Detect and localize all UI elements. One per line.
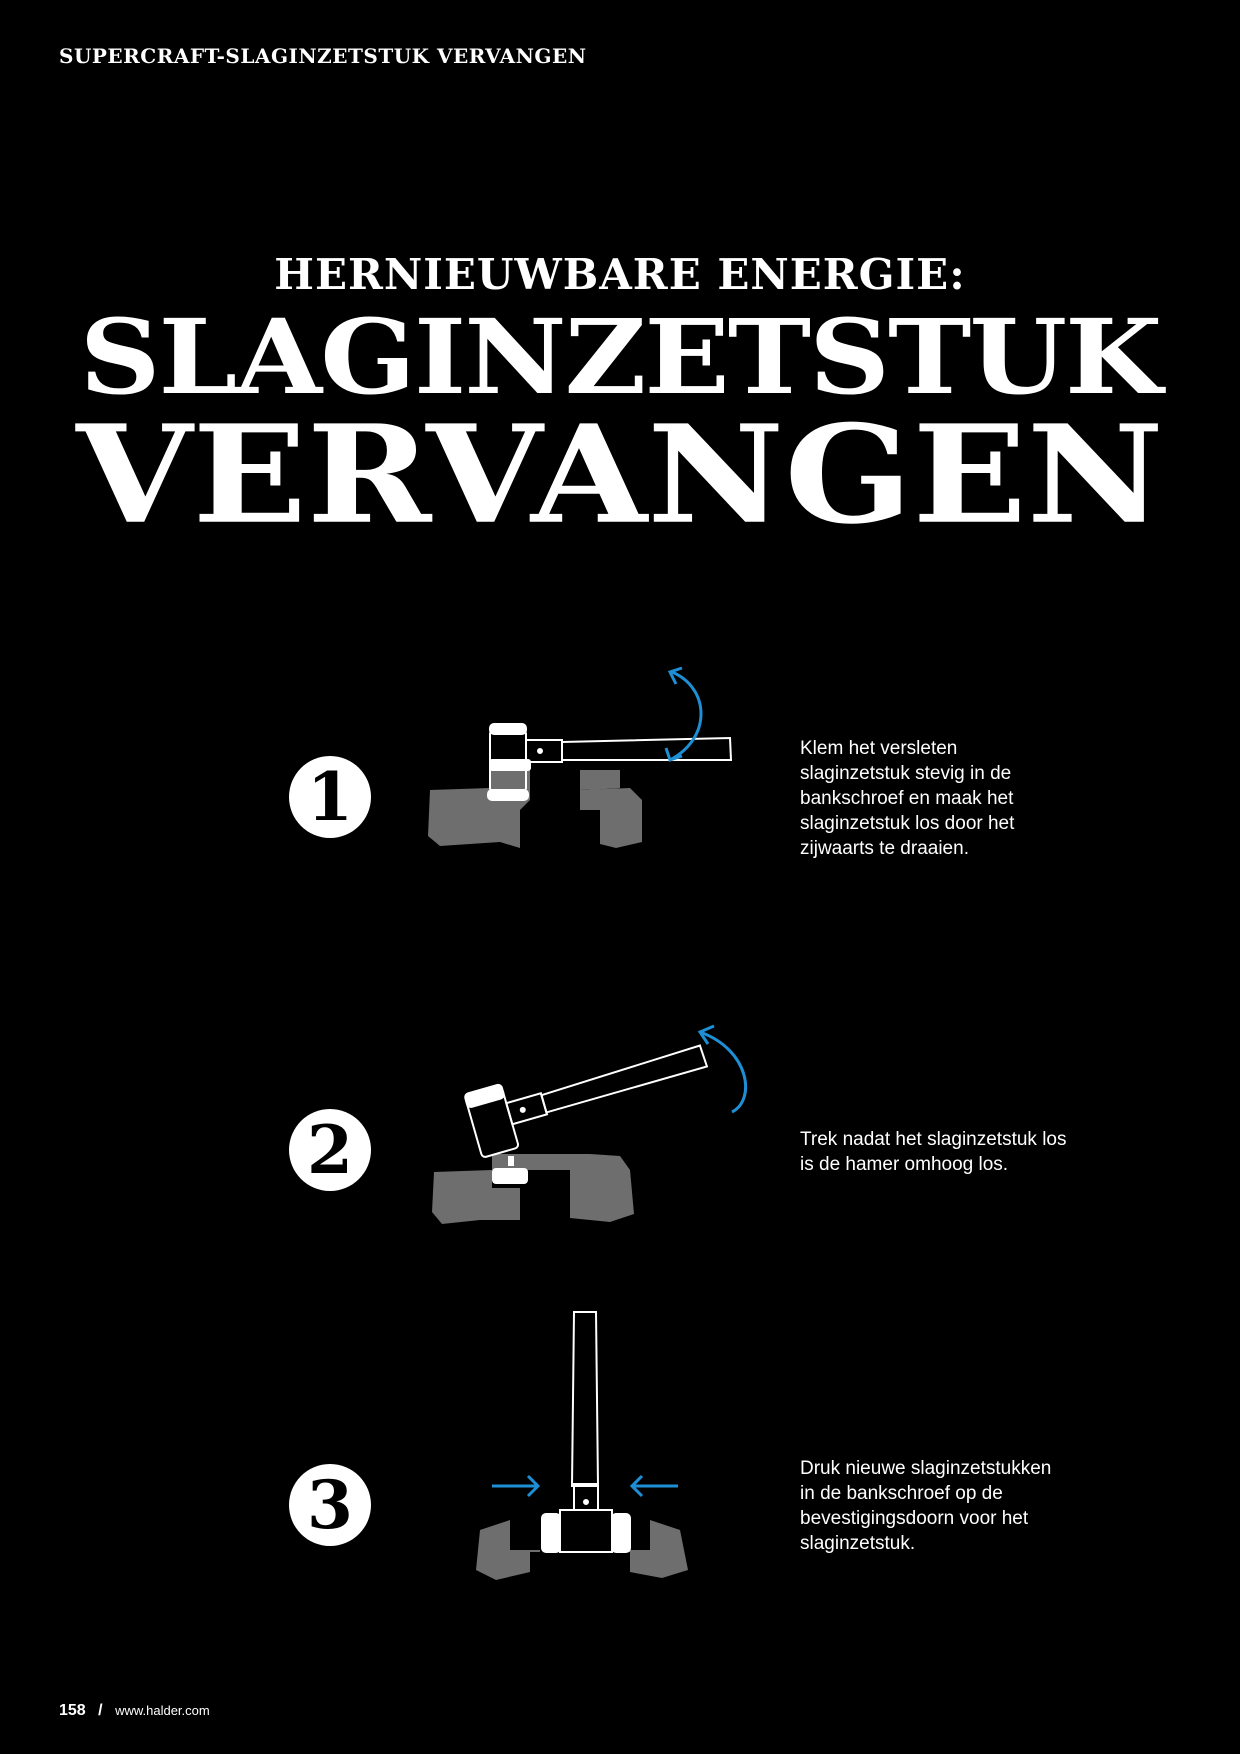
- step-1-illustration: [420, 660, 740, 890]
- step-3-number: 3: [289, 1464, 371, 1546]
- footer: [59, 1702, 210, 1720]
- page-title-line2: VERVANGEN: [76, 395, 1164, 555]
- vise-icon: [432, 1154, 634, 1224]
- page-number: 158: [59, 1702, 86, 1719]
- hammer-icon: [464, 1028, 714, 1158]
- page-title-line1: SLAGINZETSTUK: [79, 297, 1161, 418]
- step-1-number: 1: [289, 756, 371, 838]
- footer-url[interactable]: www.halder.com: [115, 1703, 210, 1718]
- step-2-illustration: [420, 1020, 760, 1240]
- rotate-arrow-icon: [670, 672, 701, 760]
- step-3-illustration: [470, 1300, 710, 1590]
- footer-separator: /: [98, 1702, 103, 1719]
- step-1-text: Klem het versleten slaginzetstuk stevig in de bankschroef en maak het slaginzetstuk los door het zijwaarts te draaien.: [800, 738, 1015, 859]
- vise-icon: [428, 770, 642, 848]
- step-2-number: 2: [289, 1109, 371, 1191]
- title-kicker: HERNIEUWBARE ENERGIE:: [274, 250, 966, 299]
- step-3-text: Druk nieuwe slaginzetstukken in de bankschroef op de bevestigingsdoorn voor het slaginzetstuk.: [800, 1458, 1052, 1554]
- running-head: SUPERCRAFT-SLAGINZETSTUK VERVANGEN: [59, 44, 587, 68]
- step-2-text: Trek nadat het slaginzetstuk los is de hamer omhoog los.: [800, 1129, 1067, 1175]
- vise-icon: [476, 1516, 688, 1580]
